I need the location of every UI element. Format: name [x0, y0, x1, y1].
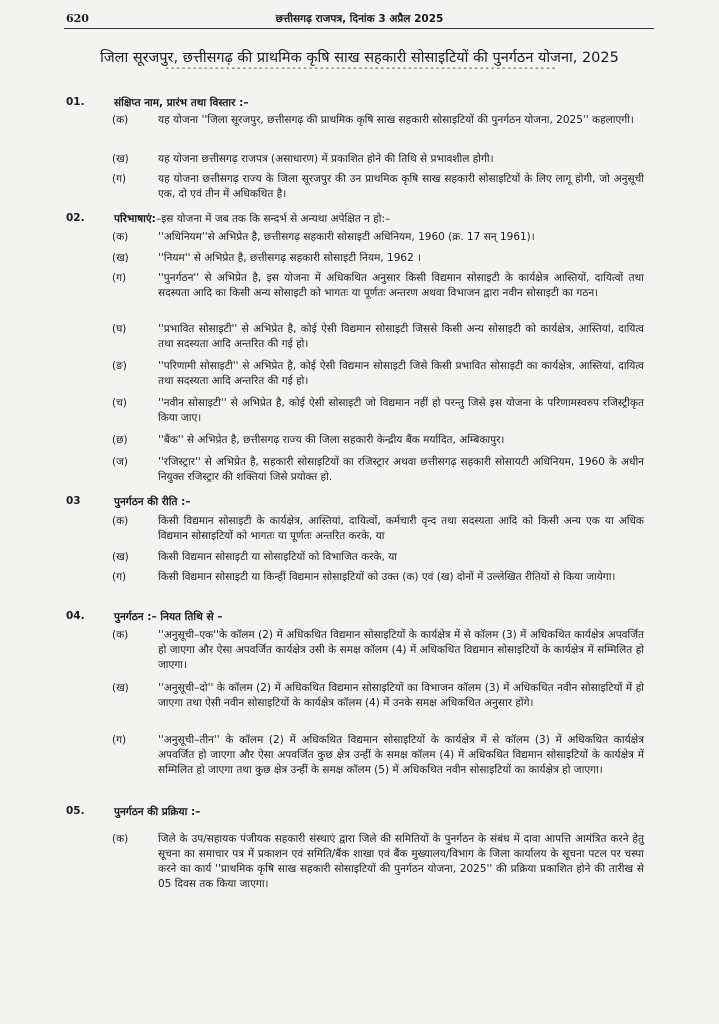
- item-label: (क): [112, 515, 129, 527]
- item-label: (छ): [112, 434, 128, 446]
- list-item: [112, 172, 642, 204]
- page-number: 620: [66, 12, 89, 25]
- section-title: पुनर्गठन की प्रक्रिया :–: [114, 806, 201, 818]
- item-text: ''परिणामी सोसाइटी'' से अभिप्रेत है, कोई ऐसी विद्यमान सोसाइटी जिसे किसी प्रभावित सोसाइटी का कार्यक्षेत्र, आस्तियां, दायित्व तथा सदस्यता आदि अन्तरित की गई हो।: [158, 360, 644, 387]
- item-label: (क): [112, 231, 129, 243]
- item-text: किसी विद्यमान सोसाइटी के कार्यक्षेत्र, आस्तियां, दायित्वों, कर्मचारी वृन्द तथा सदस्यता आदि को किसी अन्य एक या अधिक विद्यमान सोसाइटियों को भागतः या पूर्णतः अन्तरित करके, या: [158, 515, 644, 542]
- section-number: 02.: [66, 212, 85, 224]
- header-rule: [64, 28, 654, 29]
- item-label: (च): [112, 397, 127, 409]
- list-item: [112, 550, 642, 566]
- list-item: [112, 832, 642, 912]
- list-item: [112, 359, 642, 391]
- section-number: 03: [66, 495, 81, 507]
- item-label: (ग): [112, 571, 127, 583]
- item-text: यह योजना छत्तीसगढ़ राजपत्र (असाधारण) में प्रकाशित होने की तिथि से प्रभावशील होगी।: [158, 153, 494, 165]
- item-label: (ङ): [112, 360, 127, 372]
- item-text: ''नवीन सोसाइटी'' से अभिप्रेत है, कोई ऐसी सोसाइटी जो विद्यमान नहीं हो परन्तु जिसे इस योजना के परिणामस्वरुप रजिस्ट्रीकृत किया जाए।: [158, 397, 644, 424]
- list-item: [112, 681, 642, 729]
- item-text: किसी विद्यमान सोसाइटी या किन्हीं विद्यमान सोसाइटियों को उक्त (क) एवं (ख) दोनों में उल्लेखित रीतियों से किया जायेगा।: [158, 571, 616, 583]
- item-text: जिले के उप/सहायक पंजीयक सहकारी संस्थाएं द्वारा जिले की समितियों के पुनर्गठन के संबंध में दावा आपत्ति आमंत्रित करने हेतु सूचना का समाचार पत्र में प्रकाशन एवं समिति/बैंक शाखा एवं बैंक मुख्यालय/विभाग के जिला कार्यालय के सूचना पटल पर चस्पा करने का कार्य ''प्राथमिक कृषि साख सहकारी सोसाइटियों की पुनर्गठन योजना, 2025'' की प्रक्रिया प्रकाशित होने की तारीख से 05 दिवस तक किया जाएगा।: [158, 833, 644, 890]
- item-text: ''नियम'' से अभिप्रेत है, छत्तीसगढ़ सहकारी सोसाइटी नियम, 1962 ।: [158, 252, 422, 264]
- item-text: ''अधिनियम''से अभिप्रेत है, छत्तीसगढ़ सहकारी सोसाइटी अधिनियम, 1960 (क्र. 17 सन् 1961)।: [158, 231, 535, 243]
- item-label: (ख): [112, 682, 129, 694]
- item-text: यह योजना छत्तीसगढ़ राज्य के जिला सूरजपुर की उन प्राथमिक कृषि साख सहकारी सोसाइटियों के लिए लागू होगी, जो अनुसूची एक, दो एवं तीन में अधिकथित है।: [158, 173, 644, 200]
- item-label: (घ): [112, 323, 127, 335]
- page-header: [0, 8, 719, 28]
- section-number: 01.: [66, 96, 85, 108]
- item-label: (ज): [112, 456, 128, 468]
- document-title: जिला सूरजपुर, छत्तीसगढ़ की प्राथमिक कृषि साख सहकारी सोसाइटियों की पुनर्गठन योजना, 2025: [100, 50, 619, 66]
- list-item: [112, 322, 642, 354]
- title-underline: -----------------------------------------------------------------------: [164, 63, 556, 74]
- list-item: [112, 113, 642, 145]
- item-text: ''अनुसूची–एक''के कॉलम (2) में अधिकथित विद्यमान सोसाइटियों के कार्यक्षेत्र में से कॉलम (3) में अधिकथित कार्यक्षेत्र अपवर्जित हो जाएगा और ऐसा अपवर्जित कार्यक्षेत्र उसी के समक्ष कॉलम (4) में अधिकथित विद्यमान सोसाइटियों के कार्यक्षेत्र में सम्मिलित हो जाएगा।: [158, 629, 644, 671]
- list-item: [112, 455, 642, 487]
- section-title-rest: –इस योजना में जब तक कि सन्दर्भ से अन्यथा अपेक्षित न हो:–: [155, 213, 391, 225]
- section-title: पुनर्गठन की रीति :–: [114, 496, 191, 508]
- list-item: [112, 152, 642, 168]
- list-item: [112, 251, 642, 267]
- section-title: संक्षिप्त नाम, प्रारंभ तथा विस्तार :–: [114, 97, 249, 109]
- item-label: (क): [112, 114, 129, 126]
- item-text: यह योजना ''जिला सूरजपुर, छत्तीसगढ़ की प्राथमिक कृषि साख सहकारी सोसाइटियों की पुनर्गठन योजना, 2025'' कहलाएगी।: [158, 114, 634, 126]
- item-text: ''बैंक'' से अभिप्रेत है, छत्तीसगढ़ राज्य की जिला सहकारी केन्द्रीय बैंक मर्यादित, अम्बिकापुर।: [158, 434, 505, 446]
- list-item: [112, 230, 642, 246]
- list-item: [112, 570, 642, 602]
- item-text: किसी विद्यमान सोसाइटी या सोसाइटियों को विभाजित करके, या: [158, 551, 398, 563]
- list-item: [112, 628, 642, 676]
- list-item: [112, 271, 642, 319]
- item-label: (ग): [112, 734, 127, 746]
- item-text: ''अनुसूची–दो'' के कॉलम (2) में अधिकथित विद्यमान सोसाइटियों का विभाजन कॉलम (3) में अधिकथित नवीन सोसाइटियों में हो जाएगा तथा ऐसी नवीन सोसाइटियों के कार्यक्षेत्र कॉलम (4) में उनके समक्ष अधिकथित अनुसार होंगे।: [158, 682, 644, 709]
- section-title-wrap: [114, 212, 390, 226]
- item-text: ''प्रभावित सोसाइटी'' से अभिप्रेत है, कोई ऐसी विद्यमान सोसाइटी जिससे किसी अन्य सोसाइटी को कार्यक्षेत्र, आस्तियां, दायित्व तथा सदस्यता आदि अन्तरित की गई हो।: [158, 323, 644, 350]
- item-label: (ख): [112, 252, 129, 264]
- item-text: ''रजिस्ट्रार'' से अभिप्रेत है, सहकारी सोसाइटियों का रजिस्ट्रार अथवा छत्तीसगढ़ सहकारी सोसायटी अधिनियम, 1960 के अधीन नियुक्त रजिस्ट्रार की शक्तियां जिसे प्रयोक्त हो.: [158, 456, 644, 483]
- item-label: (ग): [112, 272, 127, 284]
- item-text: ''अनुसूची–तीन'' के कॉलम (2) में अधिकथित विद्यमान सोसाइटियों के कार्यक्षेत्र में से कॉलम (3) में अधिकथित कार्यक्षेत्र अपवर्जित हो जाएगा और ऐसा अपवर्जित कुछ क्षेत्र उन्हीं के समक्ष कॉलम (4) में अधिकथित विद्यमान सोसाइटियों के कार्यक्षेत्र में सम्मिलित हो जाएगा तथा कुछ क्षेत्र उन्हीं के समक्ष कॉलम (5) में अधिकथित नवीन सोसाइटियों का कार्यक्षेत्र हो जाएगा।: [158, 734, 644, 776]
- section-title: पुनर्गठन :– नियत तिथि से –: [114, 611, 223, 623]
- list-item: [112, 396, 642, 428]
- list-item: [112, 433, 642, 449]
- section-number: 05.: [66, 805, 85, 817]
- item-label: (ख): [112, 551, 129, 563]
- item-label: (ग): [112, 173, 127, 185]
- section-title: परिभाषाएं:: [114, 213, 156, 225]
- item-label: (क): [112, 833, 129, 845]
- gazette-title: छत्तीसगढ़ राजपत्र, दिनांक 3 अप्रैल 2025: [275, 13, 444, 25]
- item-label: (क): [112, 629, 129, 641]
- list-item: [112, 514, 642, 546]
- item-label: (ख): [112, 153, 129, 165]
- item-text: ''पुनर्गठन'' से अभिप्रेत है, इस योजना में अधिकथित अनुसार किसी विद्यमान सोसाइटी के कार्यक्षेत्र आस्तियों, दायित्वों तथा सदस्यता आदि का किसी अन्य सोसाइटी को भागतः या पूर्णतः अन्तरण अथवा विभाजन द्वारा नवीन सोसाइटी का गठन।: [158, 272, 644, 299]
- list-item: [112, 733, 642, 797]
- section-number: 04.: [66, 610, 85, 622]
